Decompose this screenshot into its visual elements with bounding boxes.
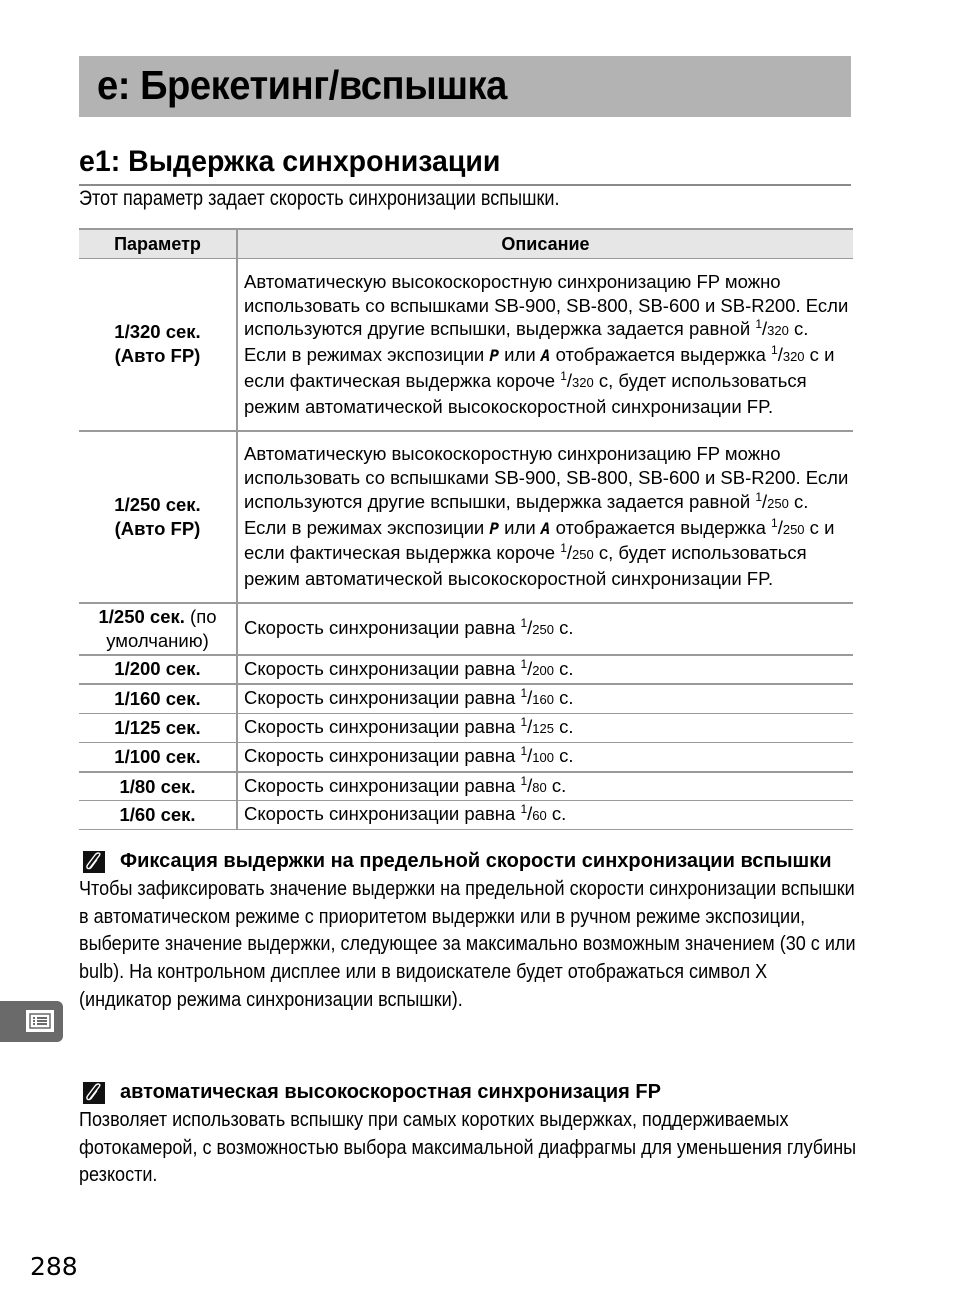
param-cell: [79, 772, 237, 801]
table-header-row: [79, 229, 853, 259]
table-row: [79, 742, 853, 771]
table-row: [79, 714, 853, 743]
param-value: 1/60 сек.: [119, 804, 196, 826]
param-mode: (Авто FP): [114, 517, 201, 539]
table-row: [79, 801, 853, 830]
paperclip-icon: [83, 1082, 105, 1104]
param-cell: [79, 431, 237, 603]
fraction: $^1$/320: [755, 317, 789, 340]
mode-a-icon: A: [540, 518, 551, 538]
note-auto-fp: [79, 1079, 859, 1189]
section-intro: Этот параметр задает скорость синхронизации вспышки.: [79, 187, 560, 210]
note-body: Позволяет использовать вспышку при самых коротких выдержках, поддерживаемых фотокамерой, с возможностью выбора максимальной диафрагмы для уменьшения глубины резкости.: [79, 1108, 857, 1187]
fraction: $^1$/250: [520, 615, 554, 638]
fraction: $^1$/60: [520, 802, 547, 825]
fraction: $^1$/320: [560, 369, 594, 392]
fraction: $^1$/320: [771, 343, 805, 366]
fraction: $^1$/250: [755, 489, 789, 512]
param-cell: 1/250 сек. (по умолчанию): [79, 603, 237, 655]
param-value: 1/160 сек.: [114, 688, 201, 710]
column-header-description: Описание: [237, 229, 853, 259]
table-row-default: [79, 603, 853, 655]
note-heading: Фиксация выдержки на предельной скорости синхронизации вспышки: [120, 850, 832, 872]
chapter-header: [79, 56, 851, 117]
fraction: $^1$/200: [520, 656, 554, 679]
fraction: $^1$/250: [771, 515, 805, 538]
param-value: 1/125 сек.: [114, 716, 201, 738]
section-title: e1: Выдержка синхронизации: [79, 145, 501, 178]
note-body: Чтобы зафиксировать значение выдержки на предельной скорости синхронизации вспышки в автоматическом режиме с приоритетом выдержки или в ручном режиме экспозиции, выберите значение выдержки, следующее за максимально возможным значением (30 с или bulb). На контрольном дисплее или в видоискателе будет отображаться символ X (индикатор режима синхронизации вспышки).: [79, 877, 856, 1011]
fraction: $^1$/80: [520, 773, 547, 796]
description-cell: Автоматическую высокоскоростную синхронизацию FP можно использовать со вспышками SB-900, SB-800, SB-600 и SB-R200. Если используются другие вспышки, выдержка задается равной $^1$/320 с. Если в режимах экспозиции P или A отображается выдержка $^1$/320 с и если фактическая выдержка короче $^1$/320 с, будет использоваться режим автоматической высокоскоростной синхронизации FP.: [237, 259, 853, 431]
param-mode: (Авто FP): [114, 345, 201, 367]
note-sync-lock: [79, 848, 859, 1014]
description-cell: Скорость синхронизации равна $^1$/250 с.: [237, 603, 853, 655]
table-row: [79, 772, 853, 801]
param-cell: [79, 259, 237, 431]
param-value: 1/200 сек.: [114, 658, 201, 680]
fraction: $^1$/160: [520, 686, 554, 709]
table-row: [79, 684, 853, 713]
mode-p-icon: P: [489, 346, 500, 366]
param-value: 1/100 сек.: [114, 745, 201, 767]
fraction: $^1$/250: [560, 541, 594, 564]
paperclip-icon: [83, 851, 105, 873]
description-cell: Автоматическую высокоскоростную синхронизацию FP можно использовать со вспышками SB-900, SB-800, SB-600 и SB-R200. Если используются другие вспышки, выдержка задается равной $^1$/250 с. Если в режимах экспозиции P или A отображается выдержка $^1$/250 с и если фактическая выдержка короче $^1$/250 с, будет использоваться режим автоматической высокоскоростной синхронизации FP.: [237, 431, 853, 603]
param-value: 1/320 сек.: [114, 321, 201, 343]
param-cell: [79, 684, 237, 713]
default-label: умолчанию): [106, 629, 209, 651]
param-cell: [79, 655, 237, 685]
fraction: $^1$/125: [520, 715, 554, 738]
param-value: 1/250 сек.: [98, 605, 185, 627]
page-number: 288: [30, 1252, 78, 1281]
description-cell: Скорость синхронизации равна $^1$/160 с.: [237, 684, 853, 713]
param-cell: [79, 714, 237, 743]
mode-p-icon: P: [489, 518, 500, 538]
section-tab-menu[interactable]: [0, 1001, 63, 1042]
note-heading: автоматическая высокоскоростная синхронизация FP: [120, 1081, 661, 1103]
param-value: 1/80 сек.: [119, 775, 196, 797]
table-row: [79, 431, 853, 603]
description-cell: Скорость синхронизации равна $^1$/80 с.: [237, 772, 853, 801]
description-cell: Скорость синхронизации равна $^1$/200 с.: [237, 655, 853, 685]
parameters-table: [79, 228, 853, 830]
chapter-title: e: Брекетинг/вспышка: [97, 62, 507, 108]
description-cell: Скорость синхронизации равна $^1$/125 с.: [237, 714, 853, 743]
menu-list-icon: [26, 1010, 54, 1032]
param-cell: [79, 742, 237, 771]
mode-a-icon: A: [540, 346, 551, 366]
fraction: $^1$/100: [520, 743, 554, 766]
param-cell: [79, 801, 237, 830]
param-value: 1/250 сек.: [114, 493, 201, 515]
table-row: [79, 259, 853, 431]
column-header-parameter: Параметр: [79, 229, 237, 259]
description-cell: Скорость синхронизации равна $^1$/100 с.: [237, 742, 853, 771]
table-row: [79, 655, 853, 685]
description-cell: Скорость синхронизации равна $^1$/60 с.: [237, 801, 853, 830]
